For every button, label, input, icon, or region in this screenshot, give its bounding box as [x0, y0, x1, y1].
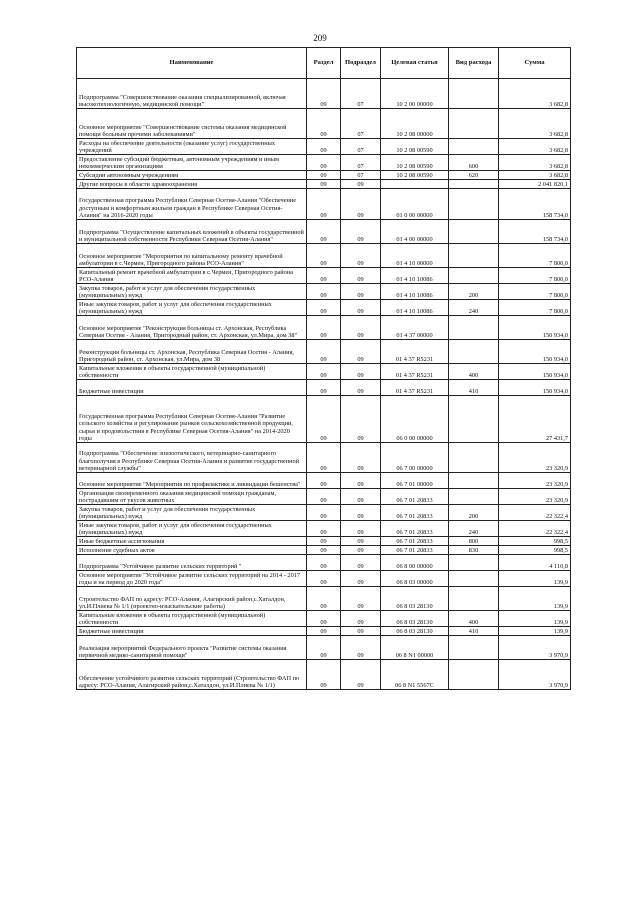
vid-cell [449, 316, 499, 340]
name-cell: Реализация мероприятий Федерального проекта "Развитие системы оказания первичной медико-санитарной помощи" [77, 636, 307, 660]
podrazdel-cell: 09 [341, 244, 381, 268]
razdel-cell: 09 [307, 79, 341, 109]
target-cell: 01 4 37 R5231 [381, 380, 449, 396]
name-cell: Капитальные вложения в объекты государственной (муниципальной) собственности [77, 364, 307, 380]
razdel-cell: 09 [307, 571, 341, 587]
table-row [77, 555, 571, 571]
target-cell: 06 8 03 28130 [381, 611, 449, 627]
vid-cell [449, 571, 499, 587]
target-cell: 06 8 03 28130 [381, 587, 449, 611]
podrazdel-cell: 07 [341, 79, 381, 109]
podrazdel-cell: 09 [341, 587, 381, 611]
table-row [77, 180, 571, 189]
podrazdel-cell: 07 [341, 155, 381, 171]
table-row [77, 443, 571, 473]
target-cell: 06 8 03 28130 [381, 627, 449, 636]
table-row [77, 505, 571, 521]
target-cell: 01 4 10 00000 [381, 244, 449, 268]
name-cell: Иные закупки товаров, работ и услуг для обеспечения государственных (муниципальных) нужд [77, 300, 307, 316]
sum-cell: 3 682,8 [499, 139, 571, 155]
razdel-cell: 09 [307, 316, 341, 340]
sum-cell: 7 800,0 [499, 300, 571, 316]
sum-cell: 4 110,8 [499, 555, 571, 571]
razdel-cell: 09 [307, 171, 341, 180]
header-vid: Вид расхода [449, 48, 499, 79]
sum-cell: 998,5 [499, 546, 571, 555]
name-cell: Реконструкция больницы ст. Архонская, Республика Северная Осетия - Алания, Пригородный район, ст. Архонская, ул.Мира, дом 38 [77, 340, 307, 364]
table-row [77, 473, 571, 489]
target-cell: 10 2 08 00590 [381, 139, 449, 155]
razdel-cell: 09 [307, 611, 341, 627]
target-cell: 06 8 N1 5567C [381, 660, 449, 690]
table-row [77, 109, 571, 139]
table-row [77, 284, 571, 300]
vid-cell: 240 [449, 300, 499, 316]
target-cell: 10 2 08 00000 [381, 109, 449, 139]
razdel-cell: 09 [307, 537, 341, 546]
vid-cell [449, 555, 499, 571]
razdel-cell: 09 [307, 587, 341, 611]
name-cell: Бюджетные инвестиции [77, 627, 307, 636]
vid-cell [449, 180, 499, 189]
table-row [77, 340, 571, 364]
podrazdel-cell: 09 [341, 189, 381, 220]
razdel-cell: 09 [307, 473, 341, 489]
podrazdel-cell: 09 [341, 521, 381, 537]
sum-cell: 2 041 820,1 [499, 180, 571, 189]
table-row [77, 571, 571, 587]
table-row [77, 244, 571, 268]
sum-cell: 150 934,0 [499, 380, 571, 396]
sum-cell: 23 320,9 [499, 489, 571, 505]
vid-cell: 620 [449, 171, 499, 180]
name-cell: Закупка товаров, работ и услуг для обеспечения государственных (муниципальных) нужд [77, 284, 307, 300]
razdel-cell: 09 [307, 380, 341, 396]
table-row [77, 268, 571, 284]
header-sum: Сумма [499, 48, 571, 79]
sum-cell: 139,9 [499, 611, 571, 627]
podrazdel-cell: 09 [341, 571, 381, 587]
target-cell: 06 7 01 20833 [381, 537, 449, 546]
target-cell: 06 7 01 20833 [381, 521, 449, 537]
target-cell [381, 180, 449, 189]
name-cell: Подпрограмма "Совершенствование оказания специализированной, включая высокотехнологичную, медицинской помощи" [77, 79, 307, 109]
vid-cell [449, 268, 499, 284]
sum-cell: 150 934,0 [499, 364, 571, 380]
sum-cell: 158 734,0 [499, 220, 571, 244]
sum-cell: 3 970,9 [499, 636, 571, 660]
sum-cell: 3 682,8 [499, 109, 571, 139]
sum-cell: 3 682,8 [499, 171, 571, 180]
razdel-cell: 09 [307, 300, 341, 316]
razdel-cell: 09 [307, 521, 341, 537]
name-cell: Основное мероприятие "Устойчивое развитие сельских территорий на 2014 - 2017 годы и на период до 2020 года" [77, 571, 307, 587]
table-row [77, 587, 571, 611]
podrazdel-cell: 09 [341, 611, 381, 627]
name-cell: Обеспечение устойчивого развития сельских территорий (Строительство ФАП по адресу: РСО-Алания, Алагирский район,с.Хаталдон, ул.И.Плиева № 1/1) [77, 660, 307, 690]
table-row [77, 79, 571, 109]
vid-cell: 410 [449, 380, 499, 396]
name-cell: Государственная программа Республики Северная Осетия-Алания "Обеспечение доступным и комфортным жильем граждан в Республике Северная Осетия-Алания" на 2016-2020 годы [77, 189, 307, 220]
razdel-cell: 09 [307, 244, 341, 268]
razdel-cell: 09 [307, 364, 341, 380]
podrazdel-cell: 07 [341, 109, 381, 139]
table-row [77, 546, 571, 555]
name-cell: Расходы на обеспечение деятельности (оказание услуг) государственных учреждений [77, 139, 307, 155]
target-cell: 10 2 08 00590 [381, 171, 449, 180]
table-row [77, 316, 571, 340]
target-cell: 06 7 01 20833 [381, 489, 449, 505]
target-cell: 06 0 00 00000 [381, 396, 449, 443]
target-cell: 01 4 37 R5231 [381, 364, 449, 380]
sum-cell: 139,9 [499, 587, 571, 611]
vid-cell: 800 [449, 537, 499, 546]
target-cell: 06 7 01 20833 [381, 546, 449, 555]
podrazdel-cell: 09 [341, 300, 381, 316]
sum-cell: 139,9 [499, 627, 571, 636]
podrazdel-cell: 09 [341, 268, 381, 284]
sum-cell: 3 970,9 [499, 660, 571, 690]
target-cell: 06 8 00 00000 [381, 555, 449, 571]
name-cell: Основное мероприятие "Совершенствование системы оказания медицинской помощи больным прочими заболеваниями" [77, 109, 307, 139]
sum-cell: 3 682,8 [499, 155, 571, 171]
podrazdel-cell: 09 [341, 220, 381, 244]
vid-cell [449, 220, 499, 244]
razdel-cell: 09 [307, 660, 341, 690]
podrazdel-cell: 07 [341, 171, 381, 180]
name-cell: Основное мероприятие "Мероприятия по капитальному ремонту врачебной амбулатории в с.Чермен, Пригородного района РСО-Алания" [77, 244, 307, 268]
vid-cell: 200 [449, 284, 499, 300]
razdel-cell: 09 [307, 139, 341, 155]
table-row [77, 364, 571, 380]
sum-cell: 23 320,9 [499, 443, 571, 473]
header-name: Наименование [77, 48, 307, 79]
table-row [77, 396, 571, 443]
podrazdel-cell: 09 [341, 380, 381, 396]
razdel-cell: 09 [307, 155, 341, 171]
sum-cell: 7 800,0 [499, 244, 571, 268]
name-cell: Закупка товаров, работ и услуг для обеспечения государственных (муниципальных) нужд [77, 505, 307, 521]
vid-cell [449, 79, 499, 109]
sum-cell: 7 800,0 [499, 284, 571, 300]
vid-cell [449, 660, 499, 690]
name-cell: Организация своевременного оказания медицинской помощи гражданам, пострадавшим от укусов животных [77, 489, 307, 505]
razdel-cell: 09 [307, 555, 341, 571]
table-row [77, 489, 571, 505]
vid-cell [449, 443, 499, 473]
table-header-row [77, 48, 571, 79]
table-row [77, 300, 571, 316]
name-cell: Подпрограмма "Обеспечение эпизоотического, ветеринарно-санитарного благополучия в Республике Северная Осетия-Алания и развитие государственной ветеринарной службы" [77, 443, 307, 473]
target-cell: 06 7 01 20833 [381, 505, 449, 521]
vid-cell [449, 473, 499, 489]
razdel-cell: 09 [307, 189, 341, 220]
sum-cell: 998,5 [499, 537, 571, 546]
podrazdel-cell: 09 [341, 489, 381, 505]
razdel-cell: 09 [307, 220, 341, 244]
name-cell: Основное мероприятие "Мероприятия по профилактике и ликвидации бешенства" [77, 473, 307, 489]
table-row [77, 521, 571, 537]
podrazdel-cell: 09 [341, 316, 381, 340]
vid-cell [449, 396, 499, 443]
vid-cell: 400 [449, 364, 499, 380]
vid-cell: 410 [449, 627, 499, 636]
target-cell: 06 7 01 00000 [381, 473, 449, 489]
razdel-cell: 09 [307, 180, 341, 189]
table-row [77, 155, 571, 171]
razdel-cell: 09 [307, 340, 341, 364]
name-cell: Иные закупки товаров, работ и услуг для обеспечения государственных (муниципальных) нужд [77, 521, 307, 537]
vid-cell: 200 [449, 505, 499, 521]
razdel-cell: 09 [307, 443, 341, 473]
vid-cell [449, 587, 499, 611]
header-podrazdel: Подраздел [341, 48, 381, 79]
sum-cell: 22 322,4 [499, 521, 571, 537]
vid-cell [449, 189, 499, 220]
table-row [77, 220, 571, 244]
podrazdel-cell: 09 [341, 443, 381, 473]
sum-cell: 22 322,4 [499, 505, 571, 521]
target-cell: 01 4 10 10086 [381, 268, 449, 284]
vid-cell [449, 636, 499, 660]
podrazdel-cell: 09 [341, 505, 381, 521]
podrazdel-cell: 09 [341, 473, 381, 489]
table-row [77, 611, 571, 627]
podrazdel-cell: 09 [341, 555, 381, 571]
sum-cell: 158 734,0 [499, 189, 571, 220]
vid-cell: 830 [449, 546, 499, 555]
podrazdel-cell: 09 [341, 537, 381, 546]
razdel-cell: 09 [307, 636, 341, 660]
table-row [77, 636, 571, 660]
target-cell: 01 4 37 00000 [381, 316, 449, 340]
name-cell: Строительство ФАП по адресу: РСО-Алания, Алагирский район,с.Хаталдон, ул.И.Плиева № 1/1 (проектно-изыскательские работы) [77, 587, 307, 611]
name-cell: Подпрограмма "Устойчивое развитие сельских территорий " [77, 555, 307, 571]
table-row [77, 537, 571, 546]
target-cell: 01 0 00 00000 [381, 189, 449, 220]
razdel-cell: 09 [307, 627, 341, 636]
podrazdel-cell: 09 [341, 180, 381, 189]
razdel-cell: 09 [307, 109, 341, 139]
sum-cell: 139,9 [499, 571, 571, 587]
table-row [77, 139, 571, 155]
target-cell: 06 7 00 00000 [381, 443, 449, 473]
name-cell: Другие вопросы в области здравоохранения [77, 180, 307, 189]
sum-cell: 150 934,0 [499, 316, 571, 340]
name-cell: Предоставление субсидий бюджетным, автономным учреждениям и иным некоммерческим организациям [77, 155, 307, 171]
sum-cell: 150 934,0 [499, 340, 571, 364]
target-cell: 01 4 00 00000 [381, 220, 449, 244]
name-cell: Субсидии автономным учреждениям [77, 171, 307, 180]
podrazdel-cell: 09 [341, 340, 381, 364]
razdel-cell: 09 [307, 489, 341, 505]
header-target: Целевая статья [381, 48, 449, 79]
vid-cell [449, 244, 499, 268]
vid-cell [449, 489, 499, 505]
razdel-cell: 09 [307, 505, 341, 521]
page-number: 209 [313, 33, 327, 43]
razdel-cell: 09 [307, 284, 341, 300]
sum-cell: 7 800,0 [499, 268, 571, 284]
target-cell: 01 4 37 R5231 [381, 340, 449, 364]
podrazdel-cell: 09 [341, 364, 381, 380]
podrazdel-cell: 09 [341, 284, 381, 300]
target-cell: 01 4 10 10086 [381, 300, 449, 316]
vid-cell: 600 [449, 155, 499, 171]
vid-cell [449, 139, 499, 155]
vid-cell: 400 [449, 611, 499, 627]
table-row [77, 660, 571, 690]
razdel-cell: 09 [307, 396, 341, 443]
podrazdel-cell: 09 [341, 627, 381, 636]
target-cell: 01 4 10 10086 [381, 284, 449, 300]
vid-cell [449, 340, 499, 364]
budget-table [76, 47, 571, 690]
name-cell: Иные бюджетные ассигнования [77, 537, 307, 546]
name-cell: Исполнение судебных актов [77, 546, 307, 555]
sum-cell: 27 431,7 [499, 396, 571, 443]
vid-cell [449, 109, 499, 139]
table-row [77, 627, 571, 636]
name-cell: Основное мероприятие "Реконструкция больницы ст. Архонская, Республика Северная Осетия - Алания, Пригородный район, ст. Архонская, ул.Мира, дом 38" [77, 316, 307, 340]
vid-cell: 240 [449, 521, 499, 537]
razdel-cell: 09 [307, 546, 341, 555]
target-cell: 06 8 N1 00000 [381, 636, 449, 660]
header-razdel: Раздел [307, 48, 341, 79]
name-cell: Капитальные вложения в объекты государственной (муниципальной) собственности [77, 611, 307, 627]
target-cell: 10 2 00 00000 [381, 79, 449, 109]
podrazdel-cell: 07 [341, 139, 381, 155]
table-body [77, 79, 571, 690]
name-cell: Бюджетные инвестиции [77, 380, 307, 396]
target-cell: 06 8 03 00000 [381, 571, 449, 587]
name-cell: Капитальный ремонт врачебной амбулатории в с.Чермен, Пригородного района РСО-Алания [77, 268, 307, 284]
table-row [77, 171, 571, 180]
name-cell: Подпрограмма "Осуществление капитальных вложений в объекты государственной и муниципальной собственности Республики Северная Осетия-Алания" [77, 220, 307, 244]
podrazdel-cell: 09 [341, 546, 381, 555]
razdel-cell: 09 [307, 268, 341, 284]
table-row [77, 380, 571, 396]
target-cell: 10 2 08 00590 [381, 155, 449, 171]
table-row [77, 189, 571, 220]
podrazdel-cell: 09 [341, 660, 381, 690]
name-cell: Государственная программа Республики Северная Осетия-Алания "Развитие сельского хозяйства и регулирование рынков сельскохозяйственной продукции, сырья и продовольствия в Республике Северная Осетия-Алания" на 2014-2020 годы [77, 396, 307, 443]
podrazdel-cell: 09 [341, 636, 381, 660]
podrazdel-cell: 09 [341, 396, 381, 443]
sum-cell: 3 682,8 [499, 79, 571, 109]
sum-cell: 23 320,9 [499, 473, 571, 489]
